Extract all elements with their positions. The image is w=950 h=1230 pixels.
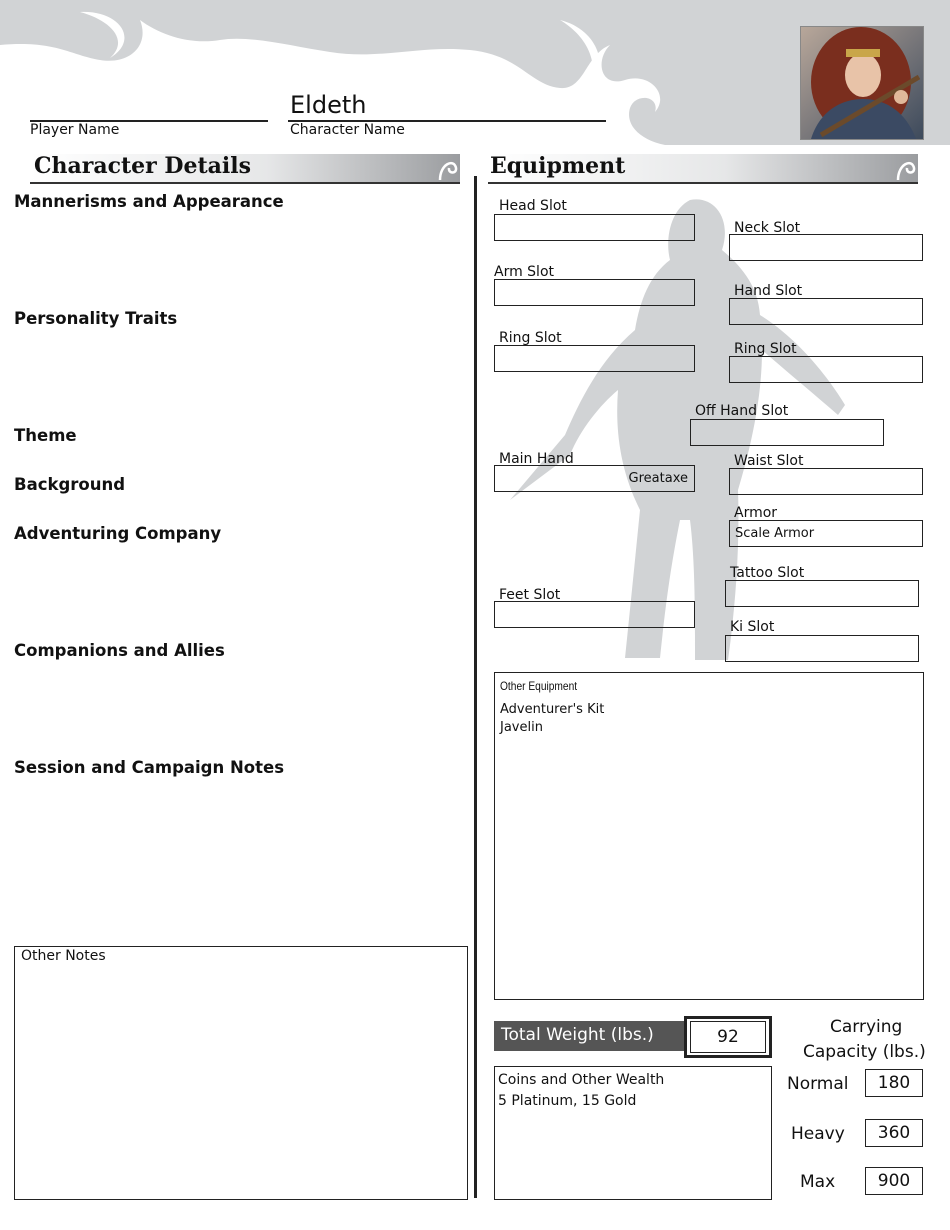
- feet-slot-field[interactable]: [494, 601, 695, 628]
- heavy-capacity-value[interactable]: 360: [865, 1119, 923, 1147]
- session-notes-heading: Session and Campaign Notes: [14, 758, 285, 777]
- equipment-rule: [488, 182, 918, 184]
- character-details-title: Character Details: [34, 153, 252, 179]
- theme-heading: Theme: [14, 426, 77, 445]
- tattoo-slot-label: Tattoo Slot: [730, 565, 805, 581]
- arm-slot-field[interactable]: [494, 279, 695, 306]
- armor-field[interactable]: [729, 520, 923, 547]
- ring-slot-1-field[interactable]: [494, 345, 695, 372]
- player-name-label: Player Name: [30, 122, 120, 138]
- wealth-label: Coins and Other Wealth: [498, 1072, 665, 1088]
- mannerisms-heading: Mannerisms and Appearance: [14, 192, 284, 211]
- character-portrait: [800, 26, 924, 140]
- portrait-image: [801, 27, 923, 139]
- character-details-rule: [30, 182, 460, 184]
- main-hand-value: Greataxe: [628, 471, 688, 486]
- other-notes-label: Other Notes: [21, 948, 106, 964]
- main-hand-label: Main Hand: [499, 451, 574, 467]
- wealth-value: 5 Platinum, 15 Gold: [498, 1093, 637, 1109]
- heavy-capacity-label: Heavy: [791, 1124, 845, 1144]
- normal-capacity-label: Normal: [787, 1074, 849, 1094]
- other-equipment-item: Javelin: [500, 720, 543, 735]
- character-name-label: Character Name: [290, 122, 405, 138]
- other-notes-box[interactable]: [14, 946, 468, 1200]
- armor-label: Armor: [734, 505, 778, 521]
- neck-slot-field[interactable]: [729, 234, 923, 261]
- scroll-ornament-icon: [436, 154, 460, 182]
- personality-heading: Personality Traits: [14, 309, 178, 328]
- column-divider: [474, 176, 477, 1198]
- head-slot-field[interactable]: [494, 214, 695, 241]
- adventuring-company-heading: Adventuring Company: [14, 524, 222, 543]
- total-weight-value[interactable]: 92: [690, 1021, 766, 1053]
- ring-slot-2-label: Ring Slot: [734, 341, 797, 357]
- companions-heading: Companions and Allies: [14, 641, 225, 660]
- carrying-capacity-label-1: Carrying: [830, 1017, 903, 1037]
- other-equipment-box[interactable]: [494, 672, 924, 1000]
- ring-slot-2-field[interactable]: [729, 356, 923, 383]
- hand-slot-label: Hand Slot: [734, 283, 803, 299]
- carrying-capacity-label-2: Capacity (lbs.): [803, 1042, 926, 1062]
- total-weight-label: Total Weight (lbs.): [501, 1025, 654, 1045]
- ring-slot-1-label: Ring Slot: [499, 330, 562, 346]
- main-hand-field[interactable]: [494, 465, 695, 492]
- scroll-ornament-icon: [894, 154, 918, 182]
- off-hand-slot-label: Off Hand Slot: [695, 403, 789, 419]
- other-equipment-label: Other Equipment: [500, 679, 578, 693]
- hand-slot-field[interactable]: [729, 298, 923, 325]
- waist-slot-field[interactable]: [729, 468, 923, 495]
- wealth-box[interactable]: [494, 1066, 772, 1200]
- head-slot-label: Head Slot: [499, 198, 567, 214]
- normal-capacity-value[interactable]: 180: [865, 1069, 923, 1097]
- background-heading: Background: [14, 475, 126, 494]
- character-name-value[interactable]: Eldeth: [290, 91, 367, 119]
- feet-slot-label: Feet Slot: [499, 587, 561, 603]
- ki-slot-label: Ki Slot: [730, 619, 775, 635]
- armor-value: Scale Armor: [735, 526, 815, 541]
- max-capacity-value[interactable]: 900: [865, 1167, 923, 1195]
- arm-slot-label: Arm Slot: [494, 264, 555, 280]
- max-capacity-label: Max: [800, 1172, 836, 1192]
- neck-slot-label: Neck Slot: [734, 220, 801, 236]
- tattoo-slot-field[interactable]: [725, 580, 919, 607]
- off-hand-slot-field[interactable]: [690, 419, 884, 446]
- equipment-title: Equipment: [490, 153, 626, 179]
- ki-slot-field[interactable]: [725, 635, 919, 662]
- other-equipment-item: Adventurer's Kit: [500, 702, 605, 717]
- waist-slot-label: Waist Slot: [734, 453, 804, 469]
